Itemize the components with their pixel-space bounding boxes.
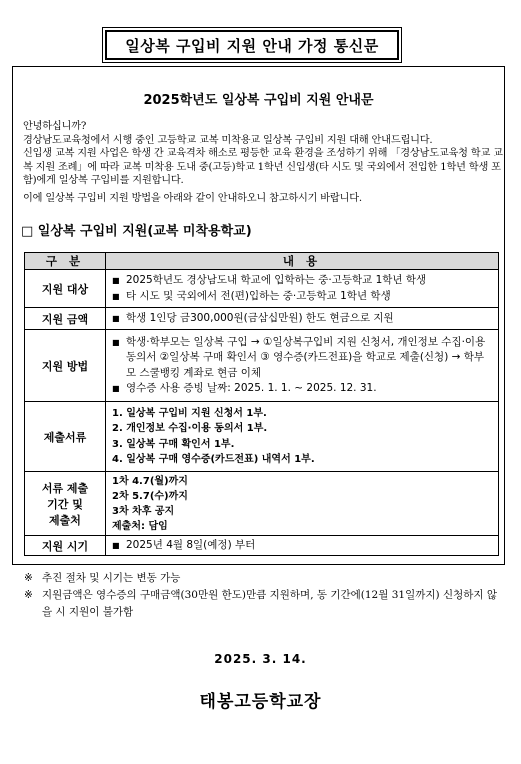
list-item: ■ 학생 1인당 금300,000원(금삼십만원) 한도 현금으로 지원	[112, 311, 492, 327]
issue-date: 2025. 3. 14.	[214, 652, 307, 666]
note-item	[24, 570, 504, 587]
intro-text	[23, 120, 503, 206]
row-label-method: 지원 방법	[25, 330, 106, 402]
table-row	[25, 536, 499, 556]
section-title: □ 일상복 구입비 지원(교복 미착용학교)	[21, 224, 252, 239]
list-item: ■ 학생·학부모는 일상복 구입 → ①일상복구입비 지원 신청서, 개인정보 수집·이용 동의서 ②일상복 구매 확인서 ③ 영수증(카드전표)을 학교로 제출(신청) → 학부모 스쿨뱅킹 계좌로 현금 이체	[112, 335, 492, 382]
deadline-item: 제출처: 담임	[112, 520, 168, 532]
row-label-deadline	[25, 472, 106, 536]
row-content-timing	[106, 536, 499, 556]
row-label-timing: 지원 시기	[25, 536, 106, 556]
list-item: ■ 2025학년도 경상남도내 학교에 입학하는 중·고등학교 1학년 학생	[112, 273, 492, 289]
list-item: 4. 일상복 구매 영수증(카드전표) 내역서 1부.	[112, 454, 315, 465]
row-label-target: 지원 대상	[25, 270, 106, 308]
deadline-item: 2차 5.7(수)까지	[112, 490, 188, 502]
deadline-item: 3차 차후 공지	[112, 505, 175, 517]
row-content-method	[106, 330, 499, 402]
intro-paragraph-1: 경상남도교육청에서 시행 중인 고등학교 교복 미착용교 일상복 구입비 지원 대해 안내드립니다.	[23, 134, 433, 146]
note-mark: ※	[24, 572, 33, 584]
header-category: 구 분	[25, 253, 106, 270]
row-label-documents: 제출서류	[25, 402, 106, 472]
table-row	[25, 330, 499, 402]
row-content-documents	[106, 402, 499, 472]
list-item: 2. 개인정보 수집·이용 동의서 1부.	[112, 423, 268, 434]
greeting: 안녕하십니까?	[23, 121, 87, 132]
row-label-deadline-line1: 서류 제출	[41, 481, 89, 495]
document-title: 2025학년도 일상복 구입비 지원 안내문	[143, 93, 374, 108]
note-text: 지원금액은 영수증의 구매금액(30만원 한도)만큼 지원하며, 동 기간에(12월 31일까지) 신청하지 않을 시 지원이 불가함	[42, 589, 497, 618]
table-row	[25, 402, 499, 472]
support-info-table	[24, 252, 499, 556]
list-item: 3. 일상복 구매 확인서 1부.	[112, 438, 235, 450]
signature-principal: 태봉고등학교장	[199, 692, 322, 712]
row-content-deadline	[106, 472, 499, 536]
header-content: 내 용	[106, 253, 499, 270]
table-row	[25, 472, 499, 536]
row-label-deadline-line3: 제출처	[49, 513, 81, 527]
list-item: 1. 일상복 구입비 지원 신청서 1부.	[112, 407, 267, 419]
row-content-target	[106, 270, 499, 308]
note-text: 추진 절차 및 시기는 변동 가능	[42, 572, 181, 584]
note-mark: ※	[24, 589, 33, 601]
row-label-deadline-line2: 기간 및	[47, 497, 83, 511]
row-label-amount: 지원 금액	[25, 308, 106, 330]
deadline-item: 1차 4.7(월)까지	[112, 475, 188, 487]
list-item: ■ 영수증 사용 증빙 날짜: 2025. 1. 1. ~ 2025. 12. 31.	[112, 381, 492, 397]
notice-header-title: 일상복 구입비 지원 안내 가정 통신문	[105, 30, 399, 60]
table-row	[25, 308, 499, 330]
notes-section	[24, 570, 504, 621]
list-item: ■ 타 시도 및 국외에서 전(편)입하는 중·고등학교 1학년 학생	[112, 289, 492, 305]
table-row	[25, 270, 499, 308]
note-item	[24, 587, 504, 621]
intro-paragraph-2: 신입생 교복 지원 사업은 학생 간 교육격차 해소로 평등한 교육 환경을 조성하기 위해 「경상남도교육청 학교 교복 지원 조례」에 따라 교복 미착용 도내 중(고등)학교 1학년 신입생(타 시도 및 국외에서 전입한 1학년 학생 포함)에게 일상복 구입비를 지원합니다.	[23, 148, 503, 187]
table-header-row	[25, 253, 499, 270]
list-item: ■ 2025년 4월 8일(예정) 부터	[112, 538, 492, 554]
row-content-amount	[106, 308, 499, 330]
intro-paragraph-3: 이에 일상복 구입비 지원 방법을 아래와 같이 안내하오니 참고하시기 바랍니다.	[23, 192, 362, 204]
